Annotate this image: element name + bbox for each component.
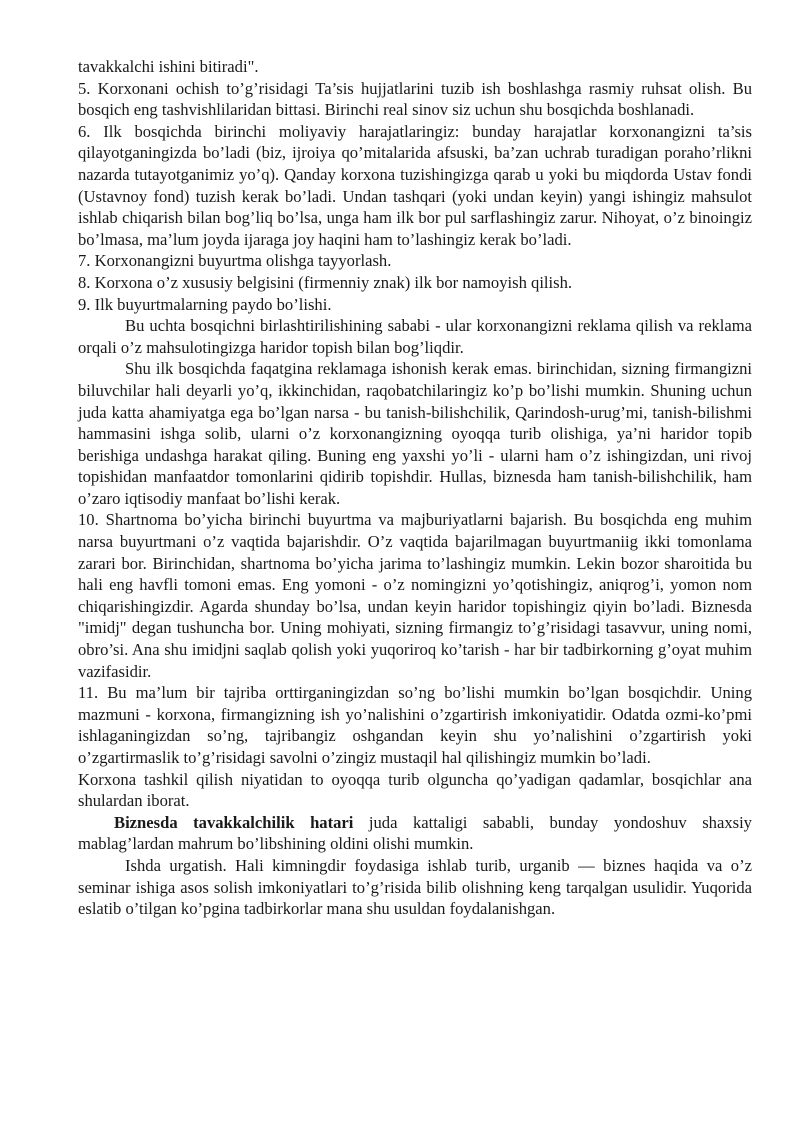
paragraph-acquaintances: Shu ilk bosqichda faqatgina reklamaga ishonish kerak emas. birinchidan, sizning firmangizni biluvchilar hali deyarli yo’q, ikkinchidan, raqobatchilaringiz ko’p bo’lishi mumkin. Shuning uchun juda katta ahamiyatga ega bo’lgan narsa - bu tanish-bilishchilik, Qarindosh-urug’mi, tanish-bilishmi hammasini ishga solib, ularni o’z korxonangizning oyoqqa turib olishiga, ya’ni haridor topib berishiga undashga harakat qiling. Buning eng yaxshi yo’li - ularni ham o’z ishingizdan, uni rivoj topishidan manfaatdor tomonlarini qidirib topishdir. Hullas, biznesda ham tanish-bilishchilik, ham o’zaro iqtisodiy manfaat bo’lishi kerak. xyxy=(78,359,752,508)
paragraph-1: tavakkalchi ishini bitiradi". xyxy=(78,57,259,76)
paragraph-step-8: 8. Korxona o’z xususiy belgisini (firmenniy znak) ilk bor namoyish qilish. xyxy=(78,272,573,292)
paragraph-step-9: 9. Ilk buyurtmalarning paydo bo’lishi. xyxy=(78,294,332,314)
paragraph-step-10: 10. Shartnoma bo’yicha birinchi buyurtma va majburiyatlarni bajarish. Bu bosqichda eng muhim narsa buyurtmani o’z vaqtida bajarishdir. O’z vaqtida bajarilmagan buyurtmaniig ikki tomonlama zarari bor. Birinchidan, shartnoma bo’yicha jarima to’lashingiz mumkin. Lekin bozor sharoitida bu hali eng havfli tomoni emas. Eng yomoni - o’z nomingizni yo’qotishingiz, aniqrog’i, yomon nom chiqarishingizdir. Agarda shunday bo’lsa, undan keyin haridor topishingiz qiyin bo’ladi. Biznesda "imidj" degan tushuncha bor. Uning mohiyati, sizning firmangiz to’g’risidagi tasavvur, uning nomi, obro’si. Ana shu imidjni saqlab qolish yoki yuqoriroq ko’tarish - har bir tadbirkorning g’oyat muhim vazifasidir. xyxy=(78,510,752,681)
paragraph-risk xyxy=(78,812,752,855)
risk-text: juda kattaligi sababli, bunday yondoshuv shaxsiy mablag’lardan mahrum bo’libshining oldini olishi mumkin. xyxy=(78,812,752,854)
paragraph-step-5: 5. Korxonani ochish to’g’risidagi Ta’sis hujjatlarini tuzib ish boshlashga rasmiy ruhsat olish. Bu bosqich eng tashvishlilaridan bittasi. Birinchi real sinov siz uchun shu bosqichda boshlanadi. xyxy=(78,78,752,120)
risk-heading: Biznesda tavakkalchilik hatari xyxy=(114,812,354,832)
paragraph-step-6: 6. Ilk bosqichda birinchi moliyaviy harajatlaringiz: bunday harajatlar korxonangizni ta’sis qilayotganingizda bo’ladi (biz, ijroiya qo’mitalarida afsuski, ba’zan uchrab turadigan poraho’rlikni nazarda tutayotganimiz yo’q). Qanday korxona tuzishingizga qarab u yoki bu miqdorda Ustav fondi (Ustavnoy fond) tuzish kerak bo’ladi. Undan tashqari (yoki undan keyin) yangi ishingiz mahsulot ishlab chiqarish bilan bog’liq bo’lsa, unga ham ilk bor pul sarflashingiz zarur. Nihoyat, o’z binoingiz bo’lmasa, ma’lum joyda ijaraga joy haqini ham to’lashingiz kerak bo’ladi. xyxy=(78,121,752,249)
paragraph-advertising-reason: Bu uchta bosqichni birlashtirilishining sababi - ular korxonangizni reklama qilish va reklama orqali o’z mahsulotingizga haridor topish bilan bog’liqdir. xyxy=(78,316,752,357)
paragraph-step-7: 7. Korxonangizni buyurtma olishga tayyorlash. xyxy=(78,251,392,271)
paragraph-step-11: 11. Bu ma’lum bir tajriba orttirganingizdan so’ng bo’lishi mumkin bo’lgan bosqichdir. Uning mazmuni - korxona, firmangizning ish yo’nalishini o’zgartirish imkoniyatidir. Odatda ozmi-ko’pmi ishlaganingizdan so’ng, tajribangiz oshgandan keyin shu yo’nalishini o’zgartirish yoki o’zgartirmaslik to’g’risidagi savolni o’zingiz mustaqil hal qilishingiz mumkin bo’ladi. xyxy=(78,683,752,767)
paragraph-learning-at-work: Ishda urgatish. Hali kimningdir foydasiga ishlab turib, urganib — biznes haqida va o’z seminar ishiga asos solish imkoniyatlari to’g’risida bilib olishning keng tarqalgan usulidir. Yuqorida eslatib o’tilgan ko’pgina tadbirkorlar mana shu usuldan foydalanishgan. xyxy=(78,855,752,919)
paragraph-summary: Korxona tashkil qilish niyatidan to oyoqqa turib olguncha qo’yadigan qadamlar, bosqichlar ana shulardan iborat. xyxy=(78,769,752,811)
